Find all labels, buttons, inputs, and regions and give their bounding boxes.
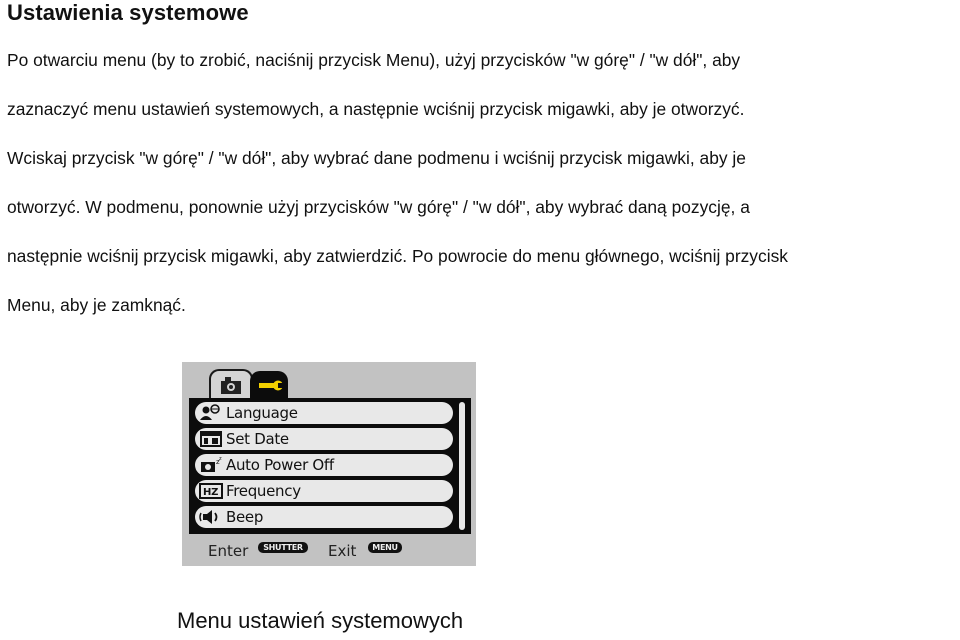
menu-item-label: Set Date [226, 430, 289, 448]
instructions-paragraph [7, 36, 957, 330]
language-icon [199, 404, 223, 422]
wrench-icon [250, 371, 288, 399]
menu-item-label: Auto Power Off [226, 456, 334, 474]
paragraph-line: następnie wciśnij przycisk migawki, aby zatwierdzić. Po powrocie do menu głównego, wciśnij przycisk [7, 246, 788, 266]
camera-icon [211, 371, 251, 399]
tab-camera [209, 369, 253, 401]
exit-label: Exit [328, 542, 357, 560]
paragraph-line: otworzyć. W podmenu, ponownie użyj przycisków "w górę" / "w dół", aby wybrać daną pozycję, a [7, 197, 750, 217]
tab-system-settings [250, 371, 288, 399]
paragraph-line: zaznaczyć menu ustawień systemowych, a następnie wciśnij przycisk migawki, aby je otworzyć. [7, 99, 745, 119]
svg-text:z: z [219, 456, 222, 462]
menu-scrollbar [459, 402, 465, 530]
camera-menu-screenshot [182, 362, 476, 566]
menu-item-label: Language [226, 404, 298, 422]
set-date-icon [199, 430, 223, 448]
menu-item-auto-power-off [195, 454, 453, 476]
menu-item-frequency [195, 480, 453, 502]
paragraph-line: Menu, aby je zamknąć. [7, 295, 186, 315]
menu-item-set-date [195, 428, 453, 450]
paragraph-line: Po otwarciu menu (by to zrobić, naciśnij przycisk Menu), użyj przycisków "w górę" / "w dół", aby [7, 50, 741, 70]
menu-item-beep [195, 506, 453, 528]
auto-power-off-icon [199, 456, 223, 474]
svg-text:HZ: HZ [203, 487, 219, 498]
figure-caption: Menu ustawień systemowych [177, 608, 464, 633]
menu-item-language [195, 402, 453, 424]
enter-label: Enter [208, 542, 249, 560]
beep-icon [199, 508, 223, 526]
paragraph-line: Wciskaj przycisk "w górę" / "w dół", aby wybrać dane podmenu i wciśnij przycisk migawki, aby je [7, 148, 746, 168]
menu-list [189, 398, 471, 534]
menu-item-label: Frequency [226, 482, 301, 500]
frequency-icon [199, 482, 223, 500]
menu-button-badge: MENU [368, 542, 402, 553]
svg-text:z: z [216, 458, 220, 466]
shutter-button-badge: SHUTTER [258, 542, 308, 553]
menu-footer [182, 542, 476, 562]
menu-item-label: Beep [226, 508, 264, 526]
page-title: Ustawienia systemowe [7, 0, 249, 25]
